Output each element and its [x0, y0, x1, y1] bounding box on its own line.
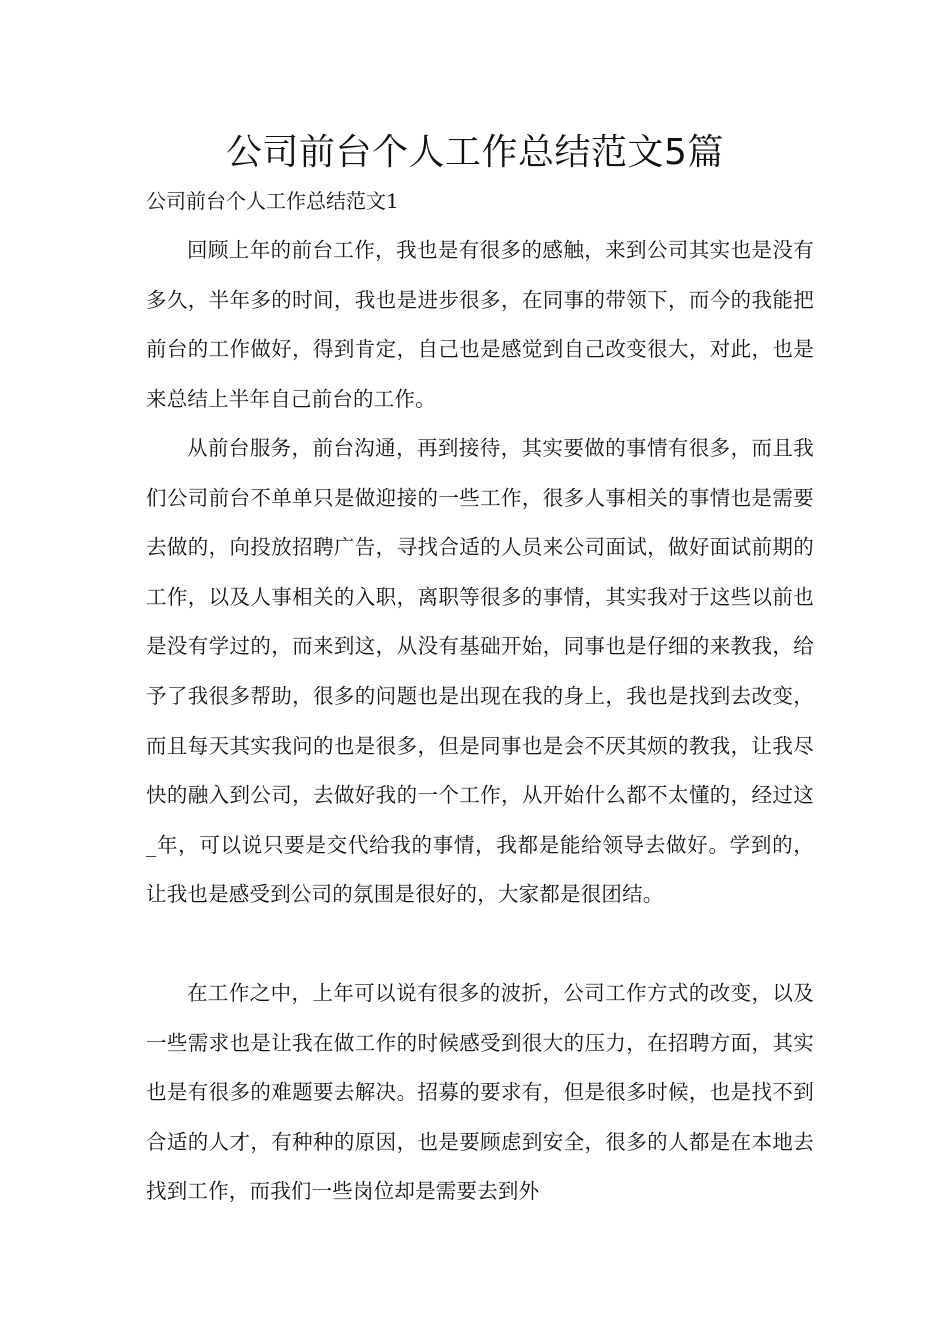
paragraph-1: 回顾上年的前台工作，我也是有很多的感触，来到公司其实也是没有多久，半年多的时间，我也是进步很多，在同事的带领下，而今的我能把前台的工作做好，得到肯定，自己也是感觉到自己改变很大，对此，也是来总结上半年自己前台的工作。 [146, 238, 814, 411]
document-title: 公司前台个人工作总结范文5篇 [226, 132, 724, 173]
paragraph-2: 从前台服务，前台沟通，再到接待，其实要做的事情有很多，而且我们公司前台不单单只是做迎接的一些工作，很多人事相关的事情也是需要去做的，向投放招聘广告，寻找合适的人员来公司面试，做好面试前期的工作，以及人事相关的入职，离职等很多的事情，其实我对于这些以前也是没有学过的，而来到这，从没有基础开始，同事也是仔细的来教我，给予了我很多帮助，很多的问题也是出现在我的身上，我也是找到去改变，而且每天其实我问的也是很多，但是同事也是会不厌其烦的教我，让我尽快的融入到公司，去做好我的一个工作，从开始什么都不太懂的，经过这_年，可以说只要是交代给我的事情，我都是能给领导去做好。学到的，让我也是感受到公司的氛围是很好的，大家都是很团结。 [146, 436, 814, 907]
section-heading: 公司前台个人工作总结范文1 [146, 189, 399, 213]
paragraph-3: 在工作之中，上年可以说有很多的波折，公司工作方式的改变，以及一些需求也是让我在做工作的时候感受到很大的压力，在招聘方面，其实也是有很多的难题要去解决。招募的要求有，但是很多时候，也是找不到合适的人才，有种种的原因，也是要顾虑到安全，很多的人都是在本地去找到工作，而我们一些岗位却是需要去到外 [146, 981, 814, 1204]
